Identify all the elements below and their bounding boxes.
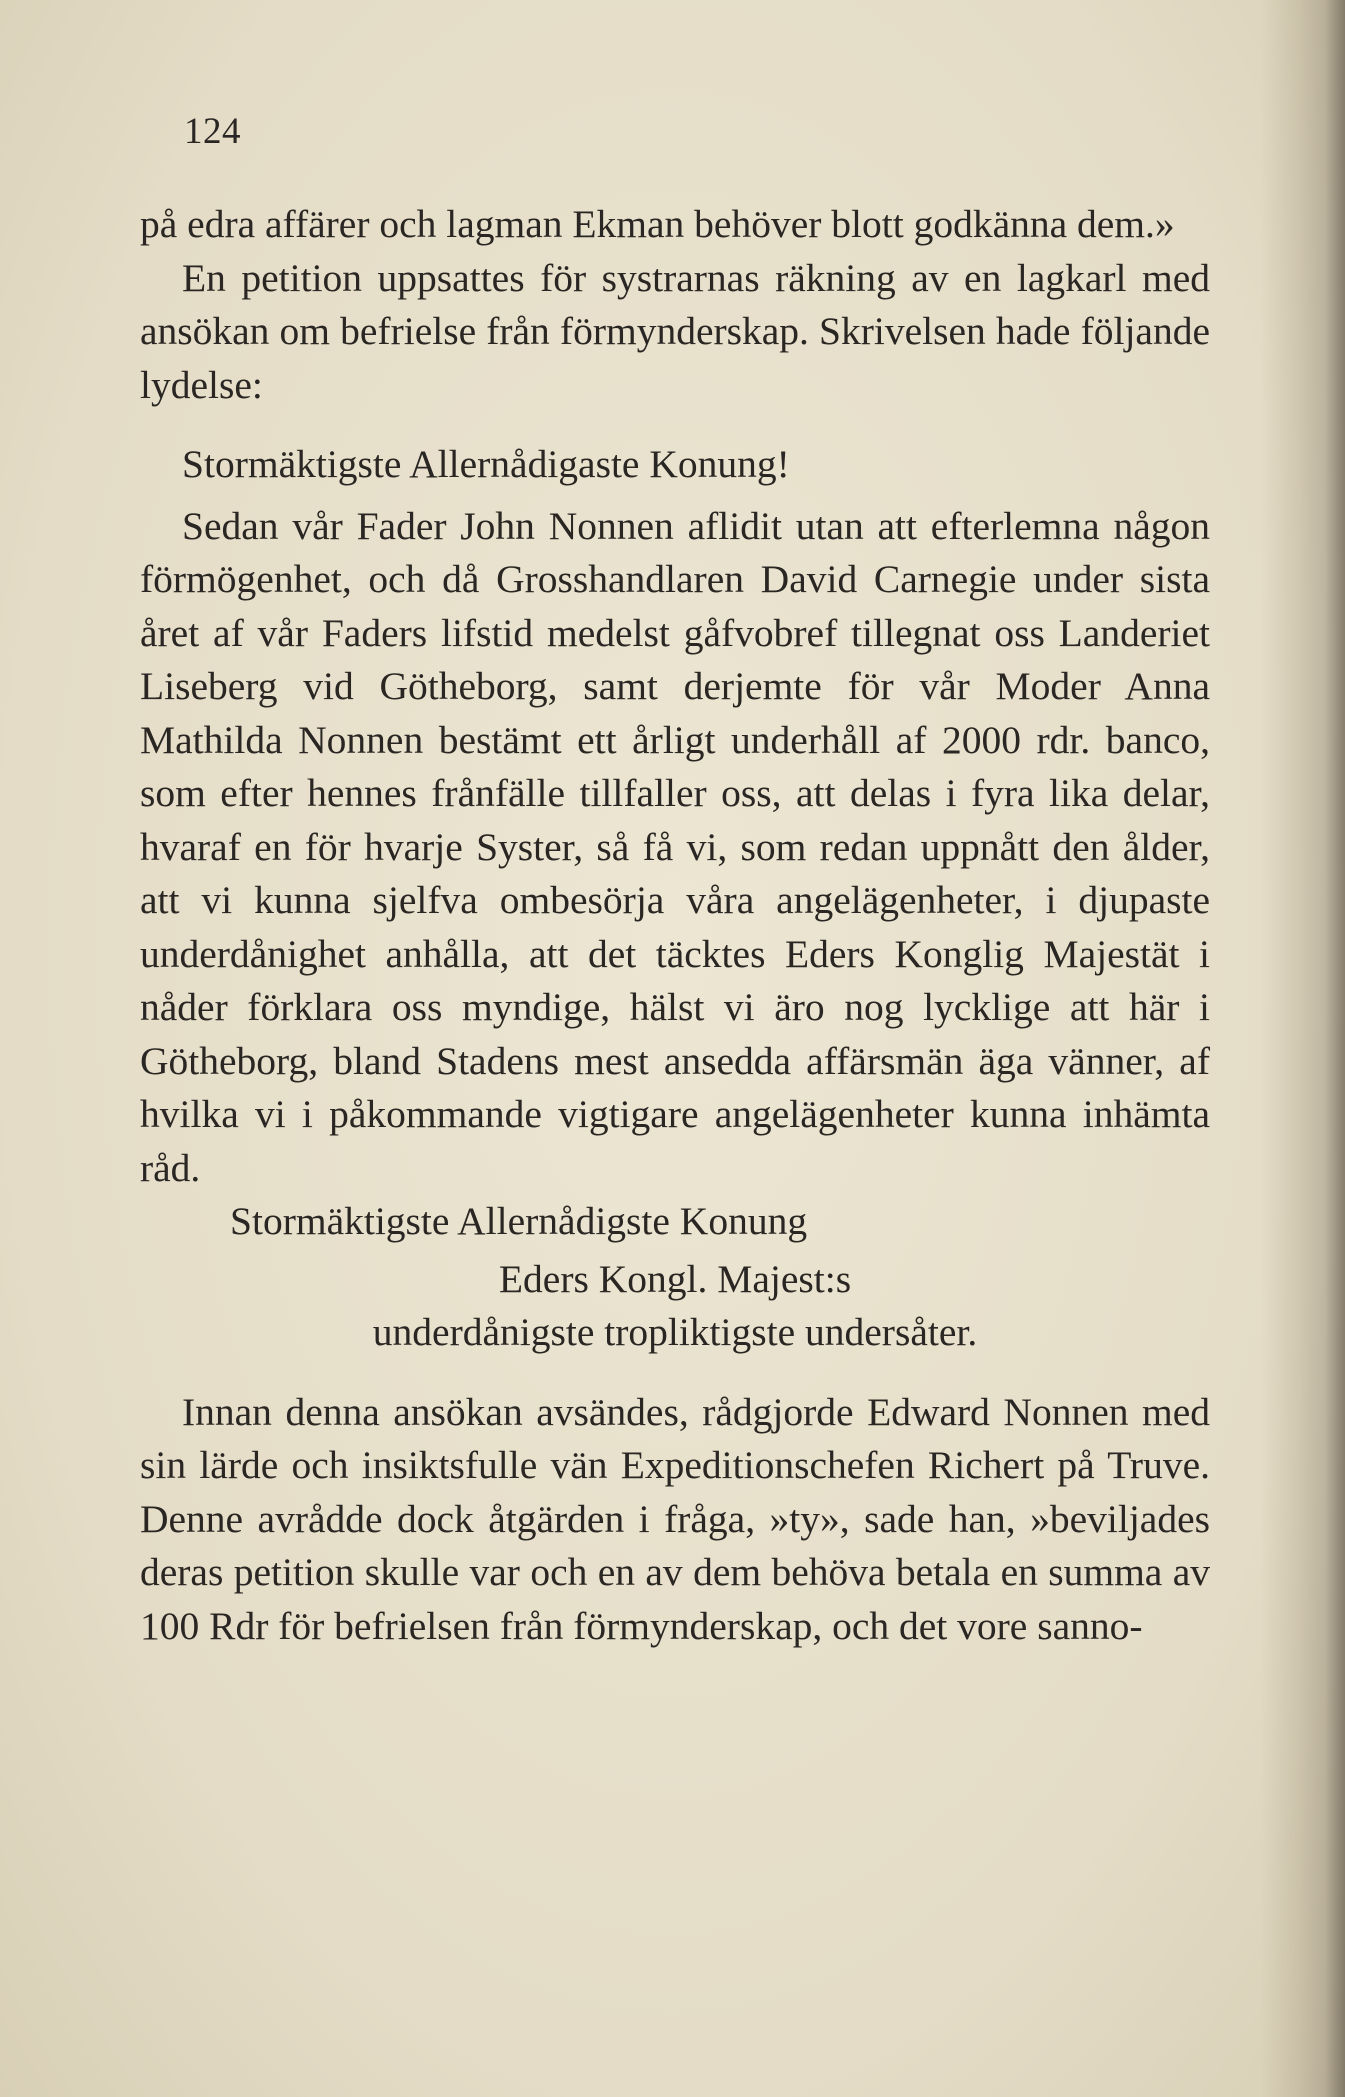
final-paragraph: Innan denna ansökan avsändes, rådgjorde Edward Nonnen med sin lärde och insiktsfulle vän Expeditionschefen Richert på Truve. Denne avrådde dock åtgärden i fråga, »ty», sade han, »beviljades deras petition skulle var och en av dem behöva betala en summa av 100 Rdr för befrielsen från förmynderskap, och det vore sanno- (140, 1389, 1210, 1648)
letter-salutation: Stormäktigste Allernådigaste Konung! (182, 442, 790, 486)
letter-body: Sedan vår Fader John Nonnen aflidit utan att efterlemna någon förmögenhet, och då Grosshandlaren David Carnegie under sista året af vår Faders lifstid medelst gåfvobref tillegnat oss Landeriet Liseberg vid Götheborg, samt derjemte för vår Moder Anna Mathilda Nonnen bestämt ett årligt underhåll af 2000 rdr. banco, som efter hennes frånfälle tillfaller oss, att delas i fyra lika delar, hvaraf en för hvarje Syster, så få vi, som redan uppnått den ålder, att vi kunna sjelfva ombesörja våra angelägenheter, i djupaste underdånighet anhålla, att det täcktes Eders Konglig Majestät i nåder förklara oss myndige, hälst vi äro nog lycklige att här i Götheborg, bland Stadens mest ansedda affärsmän äga vänner, af hvilka vi i påkommande vigtigare angelägenheter kunna inhämta råd. (140, 503, 1210, 1190)
page-number: 124 (184, 111, 241, 152)
letter-closing: Stormäktigste Allernådigste Konung (230, 1199, 808, 1243)
signature-line-2: underdånigste tropliktigste undersåter. (372, 1310, 978, 1354)
intro-paragraph: på edra affärer och lagman Ekman behöver blott godkänna dem.» (140, 202, 1175, 246)
petition-paragraph: En petition uppsattes för systrarnas räkning av en lagkarl med ansökan om befrielse från förmynderskap. Skrivelsen hade följande lydelse: (140, 255, 1210, 407)
signature-line-1: Eders Kongl. Majest:s (498, 1256, 852, 1301)
page-edge-shadow (1325, 0, 1345, 2097)
paragraph-gap (140, 1360, 1210, 1386)
page-text (140, 198, 1210, 1653)
